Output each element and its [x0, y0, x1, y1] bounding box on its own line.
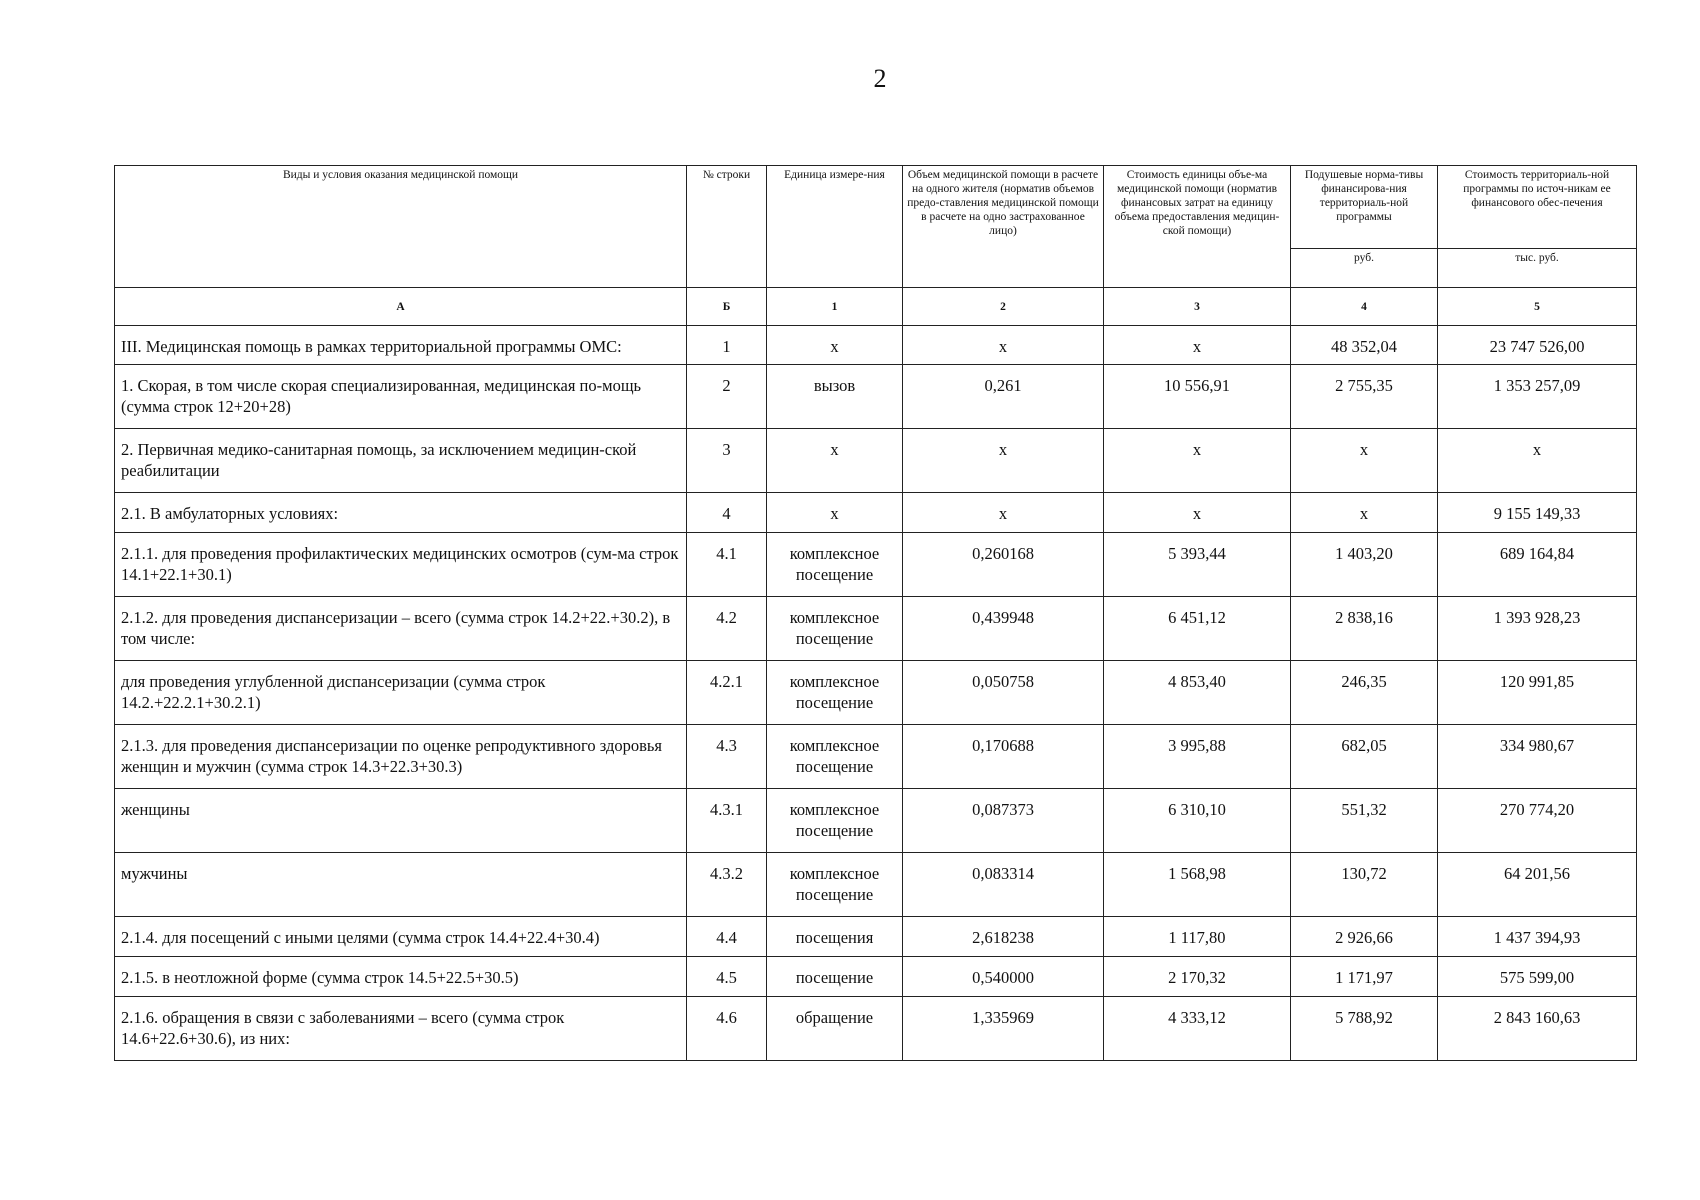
row-total: 575 599,00: [1438, 957, 1637, 997]
table-row: [115, 957, 1637, 997]
row-volume: 0,170688: [903, 725, 1104, 789]
row-cost: 2 170,32: [1104, 957, 1291, 997]
row-number: 4.2: [687, 597, 767, 661]
row-per-capita: х: [1291, 429, 1438, 493]
row-per-capita: 1 403,20: [1291, 533, 1438, 597]
row-name: 2. Первичная медико-санитарная помощь, за исключением медицин-ской реабилитации: [115, 429, 687, 493]
row-unit: комплексное посещение: [767, 725, 903, 789]
row-number: 4.1: [687, 533, 767, 597]
row-number: 4: [687, 493, 767, 533]
row-number: 2: [687, 365, 767, 429]
row-volume: 0,260168: [903, 533, 1104, 597]
row-volume: 2,618238: [903, 917, 1104, 957]
header-unit-cost: Стоимость единицы объе-ма медицинской помощи (норматив финансовых затрат на единицу объема предоставления медицин-ской помощи): [1104, 166, 1291, 288]
row-per-capita: 2 926,66: [1291, 917, 1438, 957]
table-row: [115, 597, 1637, 661]
row-per-capita: 48 352,04: [1291, 326, 1438, 365]
row-name: 2.1.6. обращения в связи с заболеваниями – всего (сумма строк 14.6+22.6+30.6), из них:: [115, 997, 687, 1061]
row-volume: х: [903, 429, 1104, 493]
page-number: 2: [873, 64, 887, 93]
row-total: 689 164,84: [1438, 533, 1637, 597]
row-cost: 1 117,80: [1104, 917, 1291, 957]
row-per-capita: 2 838,16: [1291, 597, 1438, 661]
header-unit: Единица измере-ния: [767, 166, 903, 288]
row-unit: х: [767, 326, 903, 365]
row-total: 9 155 149,33: [1438, 493, 1637, 533]
header-row-number: № строки: [687, 166, 767, 288]
row-volume: 0,261: [903, 365, 1104, 429]
row-unit: обращение: [767, 997, 903, 1061]
row-number: 4.5: [687, 957, 767, 997]
row-cost: 4 333,12: [1104, 997, 1291, 1061]
row-name: мужчины: [115, 853, 687, 917]
table-row: [115, 365, 1637, 429]
row-name: для проведения углубленной диспансеризации (сумма строк 14.2.+22.2.1+30.2.1): [115, 661, 687, 725]
row-cost: 1 568,98: [1104, 853, 1291, 917]
row-name: III. Медицинская помощь в рамках территориальной программы ОМС:: [115, 326, 687, 365]
letter-a: А: [115, 288, 687, 326]
row-unit: посещение: [767, 957, 903, 997]
row-name: 2.1.5. в неотложной форме (сумма строк 14.5+22.5+30.5): [115, 957, 687, 997]
row-cost: 5 393,44: [1104, 533, 1291, 597]
row-cost: 6 451,12: [1104, 597, 1291, 661]
row-number: 4.3: [687, 725, 767, 789]
row-number: 4.4: [687, 917, 767, 957]
row-name: 2.1.3. для проведения диспансеризации по оценке репродуктивного здоровья женщин и мужчин (сумма строк 14.3+22.3+30.3): [115, 725, 687, 789]
row-volume: 0,439948: [903, 597, 1104, 661]
letter-3: 3: [1104, 288, 1291, 326]
row-unit: х: [767, 493, 903, 533]
table-row: [115, 917, 1637, 957]
letter-2: 2: [903, 288, 1104, 326]
row-total: 1 393 928,23: [1438, 597, 1637, 661]
table-row: [115, 661, 1637, 725]
row-number: 1: [687, 326, 767, 365]
letter-1: 1: [767, 288, 903, 326]
row-per-capita: 130,72: [1291, 853, 1438, 917]
row-name: 2.1.4. для посещений с иными целями (сумма строк 14.4+22.4+30.4): [115, 917, 687, 957]
row-number: 4.3.2: [687, 853, 767, 917]
row-number: 3: [687, 429, 767, 493]
table-row: [115, 725, 1637, 789]
header-per-capita-unit: руб.: [1291, 249, 1438, 288]
row-total: 120 991,85: [1438, 661, 1637, 725]
table-header: [115, 166, 1637, 326]
row-cost: 4 853,40: [1104, 661, 1291, 725]
row-volume: 0,083314: [903, 853, 1104, 917]
row-per-capita: 5 788,92: [1291, 997, 1438, 1061]
row-total: 1 353 257,09: [1438, 365, 1637, 429]
row-total: х: [1438, 429, 1637, 493]
row-cost: 3 995,88: [1104, 725, 1291, 789]
row-total: 270 774,20: [1438, 789, 1637, 853]
row-name: 2.1.2. для проведения диспансеризации – всего (сумма строк 14.2+22.+30.2), в том числе:: [115, 597, 687, 661]
header-volume: Объем медицинской помощи в расчете на одного жителя (норматив объемов предо-ставления медицинской помощи в расчете на одно застрахованное лицо): [903, 166, 1104, 288]
row-volume: 0,087373: [903, 789, 1104, 853]
row-unit: комплексное посещение: [767, 789, 903, 853]
row-unit: комплексное посещение: [767, 533, 903, 597]
row-name: 2.1.1. для проведения профилактических медицинских осмотров (сум-ма строк 14.1+22.1+30.1): [115, 533, 687, 597]
row-total: 23 747 526,00: [1438, 326, 1637, 365]
letter-4: 4: [1291, 288, 1438, 326]
row-volume: 0,540000: [903, 957, 1104, 997]
row-volume: х: [903, 326, 1104, 365]
row-total: 2 843 160,63: [1438, 997, 1637, 1061]
medical-care-table: [114, 165, 1637, 1061]
row-number: 4.3.1: [687, 789, 767, 853]
table-body: [115, 326, 1637, 1061]
table-row: [115, 853, 1637, 917]
table-row: [115, 789, 1637, 853]
row-per-capita: х: [1291, 493, 1438, 533]
row-per-capita: 551,32: [1291, 789, 1438, 853]
row-per-capita: 1 171,97: [1291, 957, 1438, 997]
row-per-capita: 2 755,35: [1291, 365, 1438, 429]
row-unit: комплексное посещение: [767, 661, 903, 725]
row-unit: комплексное посещение: [767, 853, 903, 917]
table-row: [115, 429, 1637, 493]
row-cost: 6 310,10: [1104, 789, 1291, 853]
row-number: 4.6: [687, 997, 767, 1061]
row-cost: 10 556,91: [1104, 365, 1291, 429]
row-volume: 0,050758: [903, 661, 1104, 725]
row-cost: х: [1104, 493, 1291, 533]
header-program-cost: Стоимость территориаль-ной программы по источ-никам ее финансового обес-печения: [1438, 166, 1637, 249]
table-row: [115, 533, 1637, 597]
row-unit: комплексное посещение: [767, 597, 903, 661]
row-volume: 1,335969: [903, 997, 1104, 1061]
header-program-cost-unit: тыс. руб.: [1438, 249, 1637, 288]
row-cost: х: [1104, 429, 1291, 493]
header-care-types: Виды и условия оказания медицинской помощи: [115, 166, 687, 288]
table-row: [115, 326, 1637, 365]
row-unit: посещения: [767, 917, 903, 957]
row-per-capita: 246,35: [1291, 661, 1438, 725]
letter-b: Б: [687, 288, 767, 326]
row-number: 4.2.1: [687, 661, 767, 725]
table-row: [115, 493, 1637, 533]
row-volume: х: [903, 493, 1104, 533]
row-name: 2.1. В амбулаторных условиях:: [115, 493, 687, 533]
row-name: 1. Скорая, в том числе скорая специализированная, медицинская по-мощь (сумма строк 12+20+28): [115, 365, 687, 429]
table-row: [115, 997, 1637, 1061]
row-name: женщины: [115, 789, 687, 853]
row-total: 64 201,56: [1438, 853, 1637, 917]
row-total: 334 980,67: [1438, 725, 1637, 789]
row-cost: х: [1104, 326, 1291, 365]
row-total: 1 437 394,93: [1438, 917, 1637, 957]
header-per-capita: Подушевые норма-тивы финансирова-ния территориаль-ной программы: [1291, 166, 1438, 249]
row-per-capita: 682,05: [1291, 725, 1438, 789]
row-unit: х: [767, 429, 903, 493]
row-unit: вызов: [767, 365, 903, 429]
letter-5: 5: [1438, 288, 1637, 326]
